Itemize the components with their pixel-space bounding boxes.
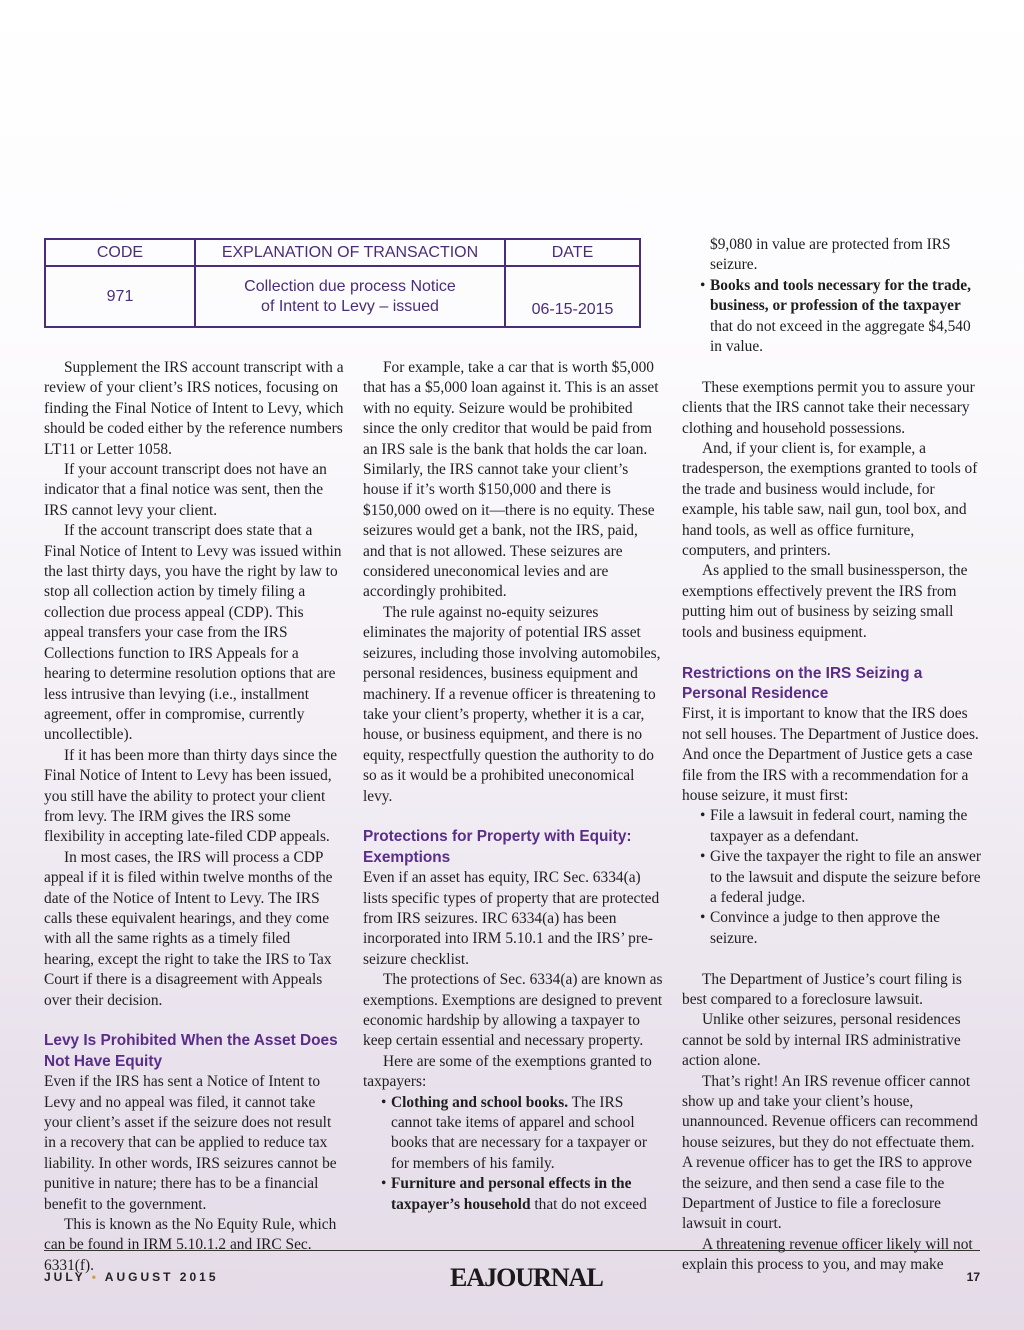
exemptions-list	[363, 1093, 663, 1215]
list-item-bold: Books and tools necessary for the trade, business, or profession of the taxpayer	[710, 276, 971, 315]
header-code: CODE	[45, 239, 195, 266]
cell-code: 971	[45, 266, 195, 327]
paragraph: If the account transcript does state that a Final Notice of Intent to Levy was issued within the last thirty days, you have the right by law to stop all collection action by timely filing a collection due process appeal (CDP). This appeal transfers your case from the IRS Collections function to IRS Appeals for a hearing to determine resolution options that are less intrusive than levying (i.e., installment agreement, offer in compromise, currently uncollectible).	[44, 522, 342, 744]
paragraph: For example, take a car that is worth $5,000 that has a $5,000 loan against it. This is an asset with no equity. Seizure would be prohibited since the only creditor that would be paid from an IRS sale is the bank that holds the car loan. Similarly, the IRS cannot take your client’s house if it’s worth $150,000 and there is $150,000 owed on it—there is no equity. These seizures would get a bank, not the IRS, paid, and that is not allowed. These seizures are considered uneconomical levies and are accordingly prohibited.	[363, 359, 659, 601]
list-item-text: The IRS cannot take items of apparel and school books that are necessary for a taxpayer or for members of his family.	[391, 1093, 647, 1172]
section-heading-exemptions: Protections for Property with Equity: Exemptions	[363, 828, 632, 866]
footer-divider	[44, 1250, 980, 1251]
page-number: 17	[966, 1270, 980, 1284]
paragraph: In most cases, the IRS will process a CDP appeal if it is filed within twelve months of the date of the Notice of Intent to Levy. The IRS calls these equivalent hearings, and they come with all the same rights as a timely filed hearing, except the right to take the IRS to Tax Court if there is a disagreement with Appeals over their decision.	[44, 848, 333, 1009]
table-row	[45, 266, 640, 327]
cell-explanation	[195, 266, 505, 327]
footer-separator: •	[91, 1270, 99, 1284]
list-item-bold: Furniture and personal effects in the taxpayer’s household	[391, 1175, 632, 1213]
explanation-line-2: of Intent to Levy – issued	[261, 297, 439, 315]
exemptions-list-continued	[682, 235, 982, 357]
cell-date: 06-15-2015	[505, 266, 640, 327]
paragraph: And, if your client is, for example, a tradesperson, the exemptions granted to tools of the trade and business would include, for example, his table saw, nail gun, tool box, and hand tools, as well as office furniture, computers, and printers.	[682, 440, 978, 560]
explanation-line-1: Collection due process Notice	[244, 277, 456, 295]
paragraph: If your account transcript does not have an indicator that a final notice was sent, then the IRS cannot levy your client.	[44, 461, 327, 519]
footer-month-1: JULY	[44, 1270, 86, 1284]
list-item-bold: Clothing and school books.	[391, 1093, 569, 1111]
header-date: DATE	[505, 239, 640, 266]
header-explanation: EXPLANATION OF TRANSACTION	[195, 239, 505, 266]
column-3	[682, 235, 982, 1276]
list-item: • Convince a judge to then approve the seizure.	[682, 908, 982, 949]
section-heading-levy-prohibited: Levy Is Prohibited When the Asset Does Not Have Equity	[44, 1032, 338, 1070]
doj-steps-list	[682, 806, 982, 949]
paragraph: The rule against no-equity seizures eliminates the majority of potential IRS asset seizures, including those involving automobiles, personal residences, business equipment and machinery. If a revenue officer is threatening to take your client’s property, whether it is a car, house, or business equipment, and there is no equity, respectfully question the authority to do so as it would be a prohibited uneconomical levy.	[363, 603, 661, 805]
list-item-continued	[682, 235, 982, 276]
footer-issue-date	[44, 1270, 219, 1284]
paragraph: Unlike other seizures, personal residences cannot be sold by internal IRS administrative action alone.	[682, 1011, 961, 1070]
paragraph: These exemptions permit you to assure your clients that the IRS cannot take their necessary clothing and household possessions.	[682, 378, 975, 437]
transaction-table	[44, 238, 641, 328]
column-2	[363, 358, 663, 1215]
paragraph: The protections of Sec. 6334(a) are known as exemptions. Exemptions are designed to prevent economic hardship by allowing a taxpayer to keep certain essential and necessary property.	[363, 971, 663, 1050]
paragraph: The Department of Justice’s court filing is best compared to a foreclosure lawsuit.	[682, 970, 962, 1008]
list-item: • Give the taxpayer the right to file an answer to the lawsuit and dispute the seizure before a federal judge.	[682, 847, 982, 908]
paragraph: Even if an asset has equity, IRC Sec. 6334(a) lists specific types of property that are protected from IRS seizures. IRC 6334(a) has been incorporated into IRM 5.10.1 and the IRS’ pre-seizure checklist.	[363, 869, 660, 968]
paragraph: That’s right! An IRS revenue officer cannot show up and take your client’s house, unannounced. Revenue officers can recommend house seizures, but they do not effectuate them. A revenue officer has to get the IRS to approve the seizure, and then send a case file to the Department of Justice to file a foreclosure lawsuit in court.	[682, 1072, 978, 1233]
paragraph: First, it is important to know that the IRS does not sell houses. The Department of Justice does. And once the Department of Justice gets a case file from the IRS with a recommendation for a house seizure, it must first:	[682, 705, 979, 804]
list-item: • File a lawsuit in federal court, naming the taxpayer as a defendant.	[682, 806, 982, 847]
paragraph: Even if the IRS has sent a Notice of Intent to Levy and no appeal was filed, it cannot take your client’s asset if the seizure does not result in a recovery that can be applied to reduce tax liability. In other words, IRS seizures cannot be punitive in nature; there has to be a financial benefit to the government.	[44, 1073, 337, 1213]
paragraph: Here are some of the exemptions granted to taxpayers:	[363, 1052, 652, 1091]
footer-month-2: AUGUST 2015	[104, 1270, 219, 1284]
list-item	[363, 1174, 663, 1215]
column-1	[44, 358, 344, 1276]
paragraph: A threatening revenue officer likely will not explain this process to you, and may make	[682, 1235, 973, 1274]
list-item-text: that do not exceed in the aggregate $4,540 in value.	[710, 317, 971, 356]
paragraph: If it has been more than thirty days since the Final Notice of Intent to Levy has been issued, you still have the ability to protect your client from levy. The IRM gives the IRS some flexibility in accepting late-filed CDP appeals.	[44, 746, 338, 846]
list-item-text: $9,080 in value are protected from IRS seizure.	[710, 236, 951, 274]
table-header-row	[45, 239, 640, 266]
list-item	[363, 1093, 663, 1175]
list-item	[682, 276, 982, 358]
paragraph: As applied to the small businessperson, the exemptions effectively prevent the IRS from putting him out of business by seizing small tools and business equipment.	[682, 562, 968, 641]
paragraph: Supplement the IRS account transcript with a review of your client’s IRS notices, focusing on finding the Final Notice of Intent to Levy, which should be coded either by the reference numbers LT11 or Letter 1058.	[44, 359, 344, 458]
section-heading-personal-residence: Restrictions on the IRS Seizing a Personal Residence	[682, 664, 923, 702]
paragraph: This is known as the No Equity Rule, which can be found in IRM 5.10.1.2 and IRC Sec. 6331(f).	[44, 1216, 337, 1274]
list-item-text: that do not exceed	[530, 1195, 647, 1213]
journal-logo: EAJOURNAL	[450, 1263, 603, 1292]
